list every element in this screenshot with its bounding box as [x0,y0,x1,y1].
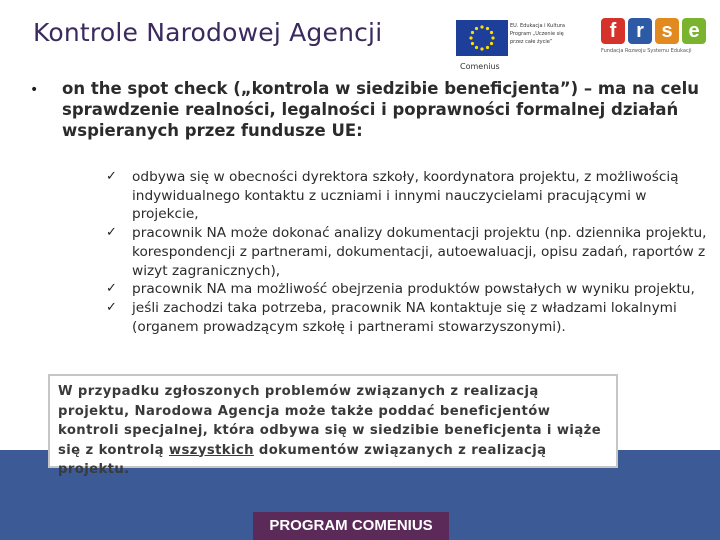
checkmark-icon: ✓ [106,281,117,297]
notice-underlined-word: wszystkich [168,442,254,458]
eu-star-icon [471,31,474,34]
eu-star-icon [486,46,489,49]
checkmark-icon: ✓ [106,169,117,184]
frse-letter: s [655,18,679,44]
eu-star-icon [491,36,494,39]
notice-text [58,382,608,480]
checklist-item-text: pracownik NA ma możliwość obejrzenia produktów powstałych w wyniku projektu, [132,281,695,298]
notice-box [48,374,618,477]
notice-text-part2: dokumentów związanych z realizacją projektu. [58,442,547,477]
footer-program-label: PROGRAM COMENIUS [269,517,433,534]
frse-letter: e [682,18,706,44]
eu-star-icon [471,42,474,45]
eu-star-icon [469,36,472,39]
eu-program-line1: EU. Edukacja i Kultura [510,23,565,29]
eu-program-text [510,22,570,46]
checklist-item [106,168,710,224]
eu-star-icon [490,42,493,45]
main-bullet-text: on the spot check („kontrola w siedzibie beneficjenta”) – ma na celu sprawdzenie realności, legalności i poprawności formalnej działań wspieranych przez fundusze UE: [62,79,699,140]
comenius-logo-text: Comenius [460,62,500,71]
checklist-item [106,299,710,336]
checklist-item-text: odbywa się w obecności dyrektora szkoły, koordynatora projektu, z możliwością indywidualnego kontaktu z uczniami i innymi nauczycielami pracującymi w projekcie, [132,169,679,223]
eu-star-icon [490,31,493,34]
eu-star-icon [480,47,483,50]
bullet-icon: • [30,82,39,98]
slide-title: Kontrole Narodowej Agencji [33,18,383,47]
logos-area [456,18,708,78]
frse-letter: r [628,18,652,44]
checklist-item [106,280,710,299]
eu-flag-logo [456,20,508,56]
checkmark-icon: ✓ [106,225,117,241]
eu-star-icon [480,25,483,28]
checklist [106,168,710,336]
eu-star-icon [486,27,489,30]
eu-star-icon [475,46,478,49]
checklist-item-text: jeśli zachodzi taka potrzeba, pracownik NA kontaktuje się z władzami lokalnymi (organem prowadzącym szkołę i partnerami stowarzyszonymi). [132,299,677,335]
notice-text-part1: W przypadku zgłoszonych problemów związanych z realizacją projektu, Narodowa Agencja może także poddać beneficjentów kontroli specjalnej, która odbywa się w siedzibie beneficjenta i wiąże się z kontrolą [58,384,602,458]
checkmark-icon: ✓ [106,299,117,315]
frse-logo [601,18,706,44]
frse-letter: f [601,18,625,44]
eu-star-icon [475,27,478,30]
checklist-item-text: pracownik NA może dokonać analizy dokumentacji projektu (np. dziennika projektu, korespondencji z partnerami, dokumentacji, autoewaluacji, opisu zadań, raportów z wizyt zagranicznych), [132,225,707,279]
eu-program-line2: Program „Uczenie się przez całe życie” [510,31,564,45]
checklist-item [106,224,710,280]
frse-caption: Fundacja Rozwoju Systemu Edukacji [601,48,692,54]
